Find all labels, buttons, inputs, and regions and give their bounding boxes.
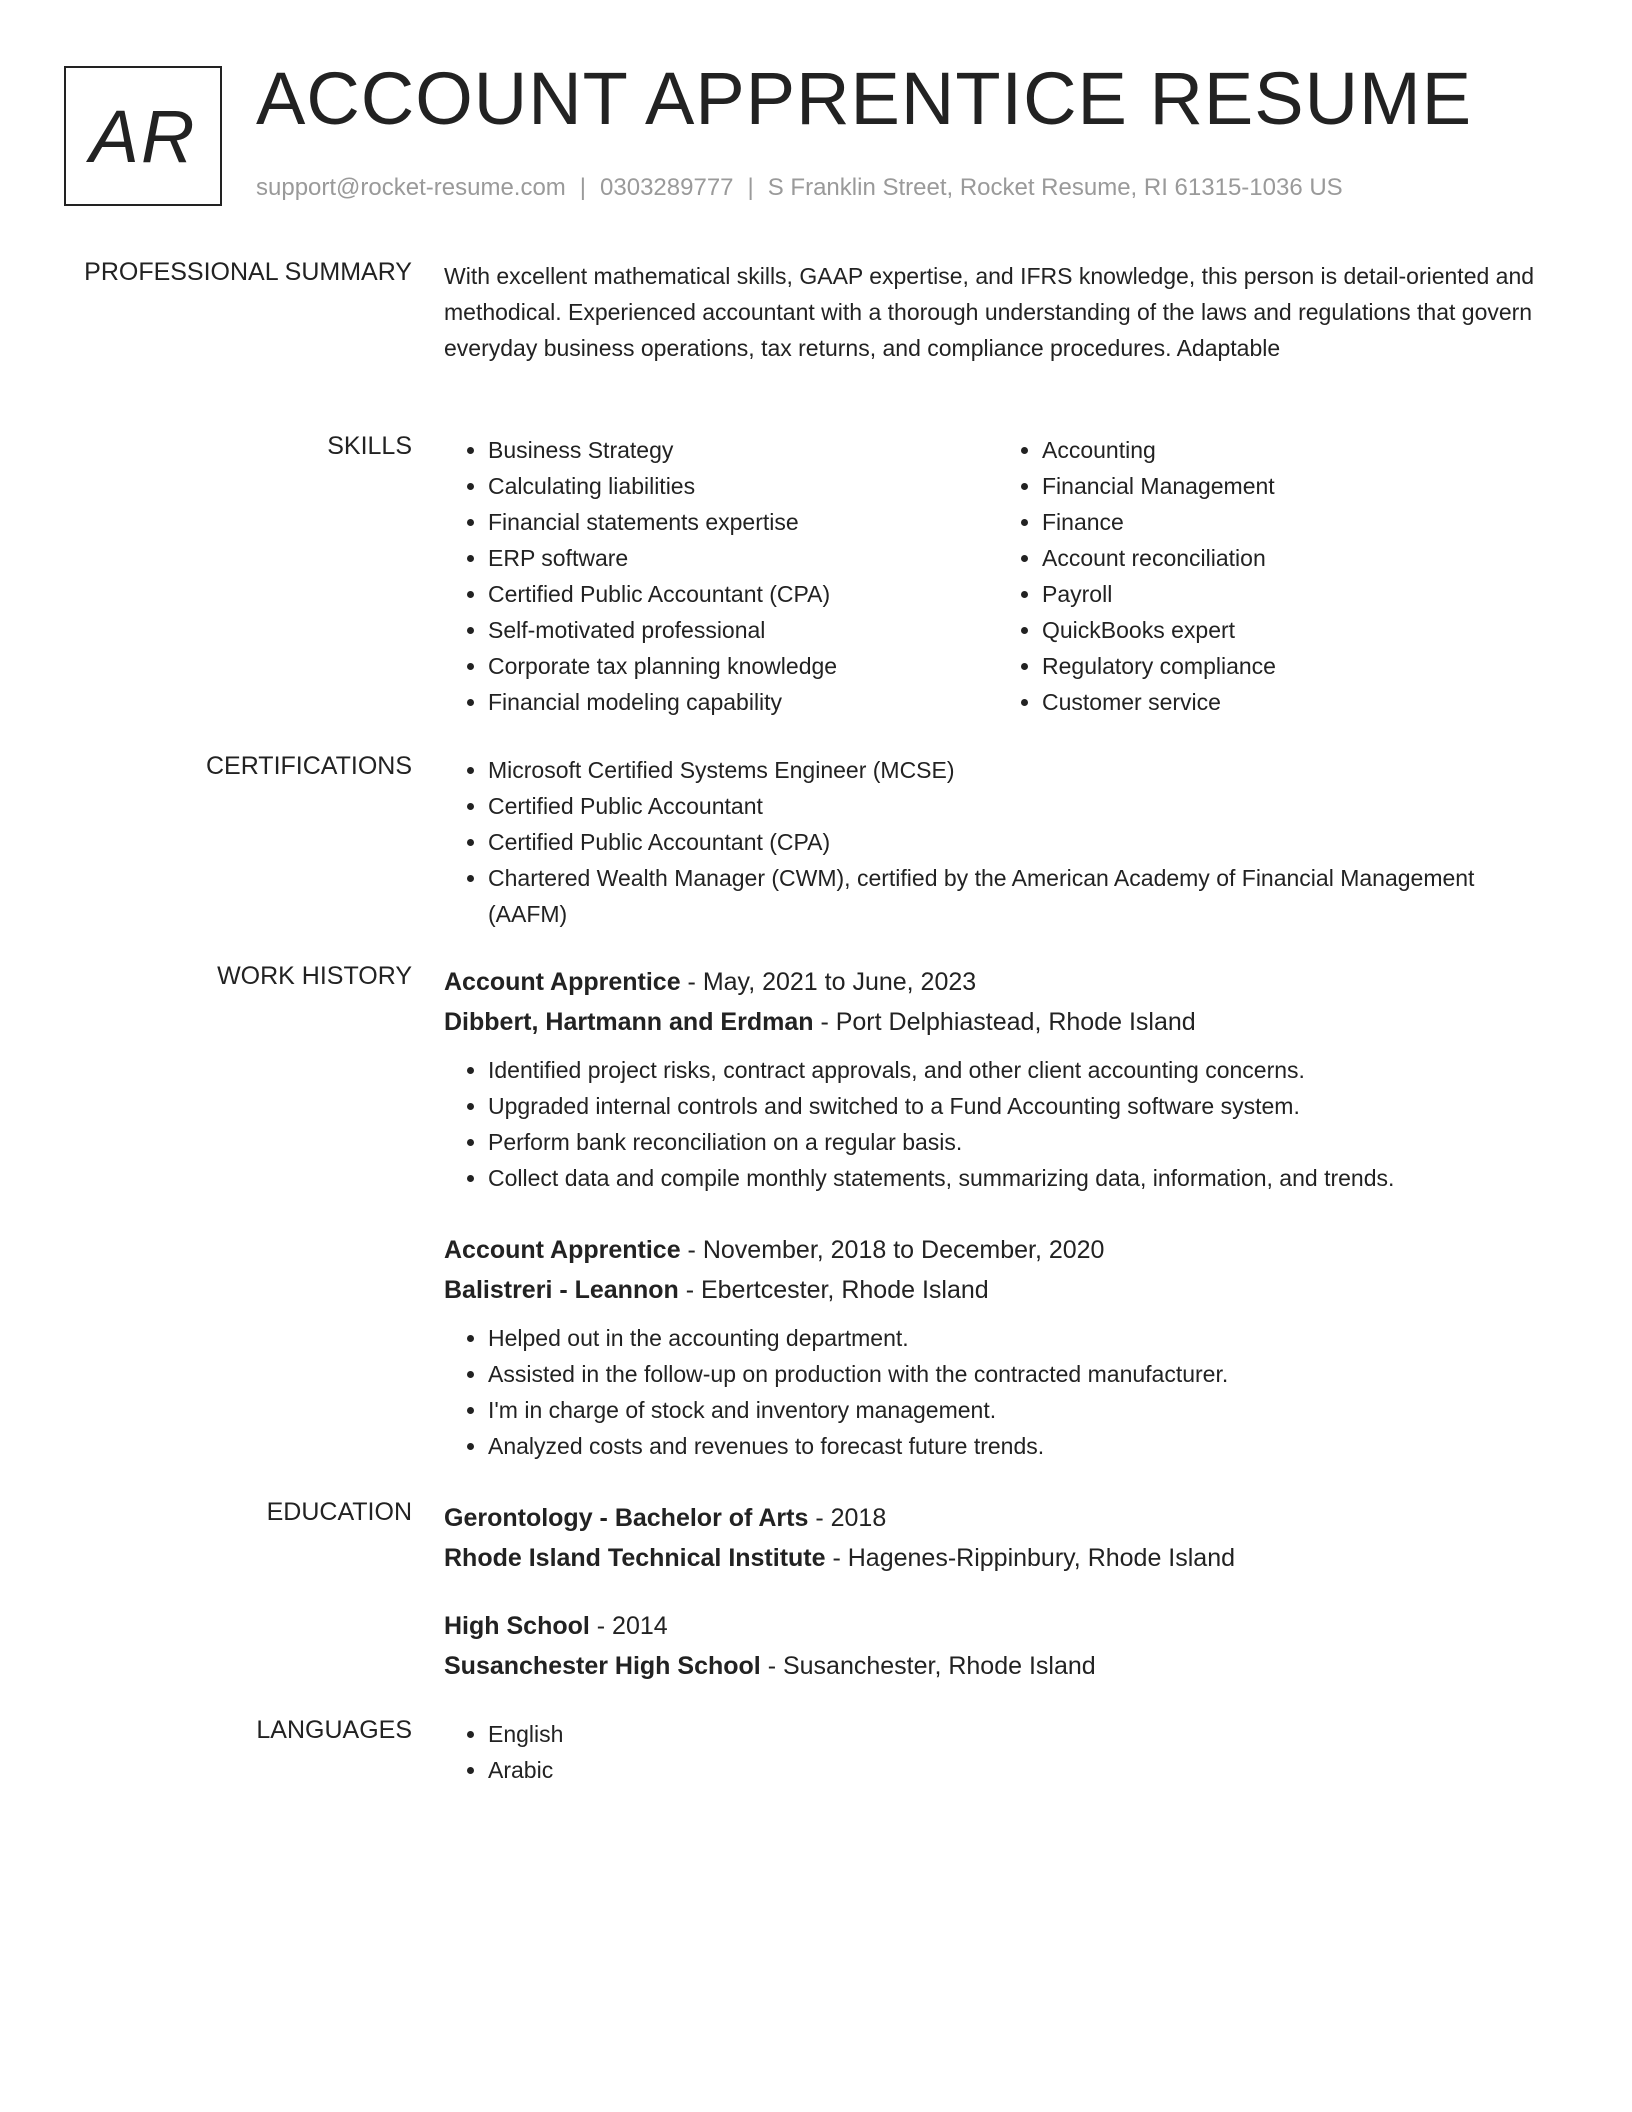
skill-item: • Finance — [1042, 504, 1552, 540]
contact-separator: | — [579, 174, 587, 201]
language-item: • Arabic — [488, 1752, 1552, 1788]
education-year: - 2018 — [808, 1504, 887, 1532]
skill-item: • Corporate tax planning knowledge — [488, 648, 998, 684]
job-title-line — [444, 962, 1552, 1002]
certification-item: • Certified Public Accountant — [488, 788, 1552, 824]
job-bullets — [444, 1052, 1552, 1196]
job-bullet: • Collect data and compile monthly statements, summarizing data, information, and trends. — [488, 1160, 1552, 1196]
job-bullet: • Upgraded internal controls and switched to a Fund Accounting software system. — [488, 1088, 1552, 1124]
skill-item: • Calculating liabilities — [488, 468, 998, 504]
skill-item: • Business Strategy — [488, 432, 998, 468]
job-bullet: • Identified project risks, contract approvals, and other client accounting concerns. — [488, 1052, 1552, 1088]
skill-item: • Financial statements expertise — [488, 504, 998, 540]
skill-item: • Payroll — [1042, 576, 1552, 612]
education-location: - Hagenes-Rippinbury, Rhode Island — [825, 1544, 1236, 1572]
job-entry — [444, 962, 1552, 1196]
summary-text: With excellent mathematical skills, GAAP expertise, and IFRS knowledge, this person is detail-oriented and methodical. Experienced accountant with a thorough understanding of the laws and regulations that govern everyday business operations, tax returns, and compliance procedures. Adaptable — [444, 263, 1535, 361]
job-bullet: • Assisted in the follow-up on production with the contracted manufacturer. — [488, 1356, 1552, 1392]
skills-list-right — [998, 432, 1552, 720]
education-entry — [444, 1606, 1552, 1686]
skills-body — [444, 432, 1552, 720]
job-company: Dibbert, Hartmann and Erdman — [444, 1008, 814, 1036]
certification-item: • Certified Public Accountant (CPA) — [488, 824, 1552, 860]
job-location: - Port Delphiastead, Rhode Island — [813, 1008, 1196, 1036]
section-heading-work-history: WORK HISTORY — [217, 962, 412, 990]
job-company-line — [444, 1002, 1552, 1042]
job-title-line — [444, 1230, 1552, 1270]
job-dates: - May, 2021 to June, 2023 — [680, 968, 977, 996]
contact-line — [256, 174, 1343, 202]
certification-item: • Microsoft Certified Systems Engineer (MCSE) — [488, 752, 1552, 788]
section-heading-summary: PROFESSIONAL SUMMARY — [84, 258, 412, 286]
work-history-body — [444, 962, 1552, 1464]
language-item: • English — [488, 1716, 1552, 1752]
summary-body — [444, 258, 1552, 366]
skill-item: • Financial modeling capability — [488, 684, 998, 720]
education-degree: Gerontology - Bachelor of Arts — [444, 1504, 809, 1532]
job-bullet: • I'm in charge of stock and inventory management. — [488, 1392, 1552, 1428]
education-school: Rhode Island Technical Institute — [444, 1544, 826, 1572]
skill-item: • Customer service — [1042, 684, 1552, 720]
skill-item: • ERP software — [488, 540, 998, 576]
contact-email: support@rocket-resume.com — [256, 174, 566, 201]
languages-list — [444, 1716, 1552, 1788]
section-heading-skills: SKILLS — [327, 432, 412, 460]
skill-item: • Account reconciliation — [1042, 540, 1552, 576]
education-body — [444, 1498, 1552, 1686]
job-bullet: • Perform bank reconciliation on a regular basis. — [488, 1124, 1552, 1160]
skill-item: • Financial Management — [1042, 468, 1552, 504]
section-heading-certifications: CERTIFICATIONS — [205, 752, 412, 780]
education-degree: High School — [444, 1612, 590, 1640]
section-heading-languages: LANGUAGES — [256, 1716, 412, 1744]
resume-title: ACCOUNT APPRENTICE RESUME — [256, 57, 1473, 140]
languages-body — [444, 1716, 1552, 1788]
skills-columns — [444, 432, 1552, 720]
skill-item: • Accounting — [1042, 432, 1552, 468]
certifications-list — [444, 752, 1552, 932]
education-year: - 2014 — [589, 1612, 668, 1640]
education-location: - Susanchester, Rhode Island — [760, 1652, 1096, 1680]
skill-item: • Certified Public Accountant (CPA) — [488, 576, 998, 612]
job-bullet: • Helped out in the accounting department. — [488, 1320, 1552, 1356]
job-dates: - November, 2018 to December, 2020 — [680, 1236, 1105, 1264]
job-title: Account Apprentice — [444, 968, 681, 996]
job-company: Balistreri - Leannon — [444, 1276, 679, 1304]
job-bullet: • Analyzed costs and revenues to forecast future trends. — [488, 1428, 1552, 1464]
certification-item: • Chartered Wealth Manager (CWM), certified by the American Academy of Financial Management (AAFM) — [488, 860, 1552, 932]
job-title: Account Apprentice — [444, 1236, 681, 1264]
education-degree-line — [444, 1606, 1552, 1646]
skill-item: • Regulatory compliance — [1042, 648, 1552, 684]
skill-item: • Self-motivated professional — [488, 612, 998, 648]
contact-phone: 0303289777 — [600, 174, 734, 201]
job-company-line — [444, 1270, 1552, 1310]
education-entry — [444, 1498, 1552, 1578]
job-bullets — [444, 1320, 1552, 1464]
education-school: Susanchester High School — [444, 1652, 761, 1680]
contact-address: S Franklin Street, Rocket Resume, RI 61315-1036 US — [767, 174, 1343, 201]
section-heading-education: EDUCATION — [266, 1498, 412, 1526]
education-school-line — [444, 1646, 1552, 1686]
monogram-box — [64, 66, 222, 206]
skill-item: • QuickBooks expert — [1042, 612, 1552, 648]
monogram-initials: AR — [89, 94, 197, 178]
certifications-body — [444, 752, 1552, 932]
job-entry — [444, 1230, 1552, 1464]
education-degree-line — [444, 1498, 1552, 1538]
job-location: - Ebertcester, Rhode Island — [678, 1276, 989, 1304]
contact-separator: | — [747, 174, 754, 201]
education-school-line — [444, 1538, 1552, 1578]
skills-list-left — [444, 432, 998, 720]
